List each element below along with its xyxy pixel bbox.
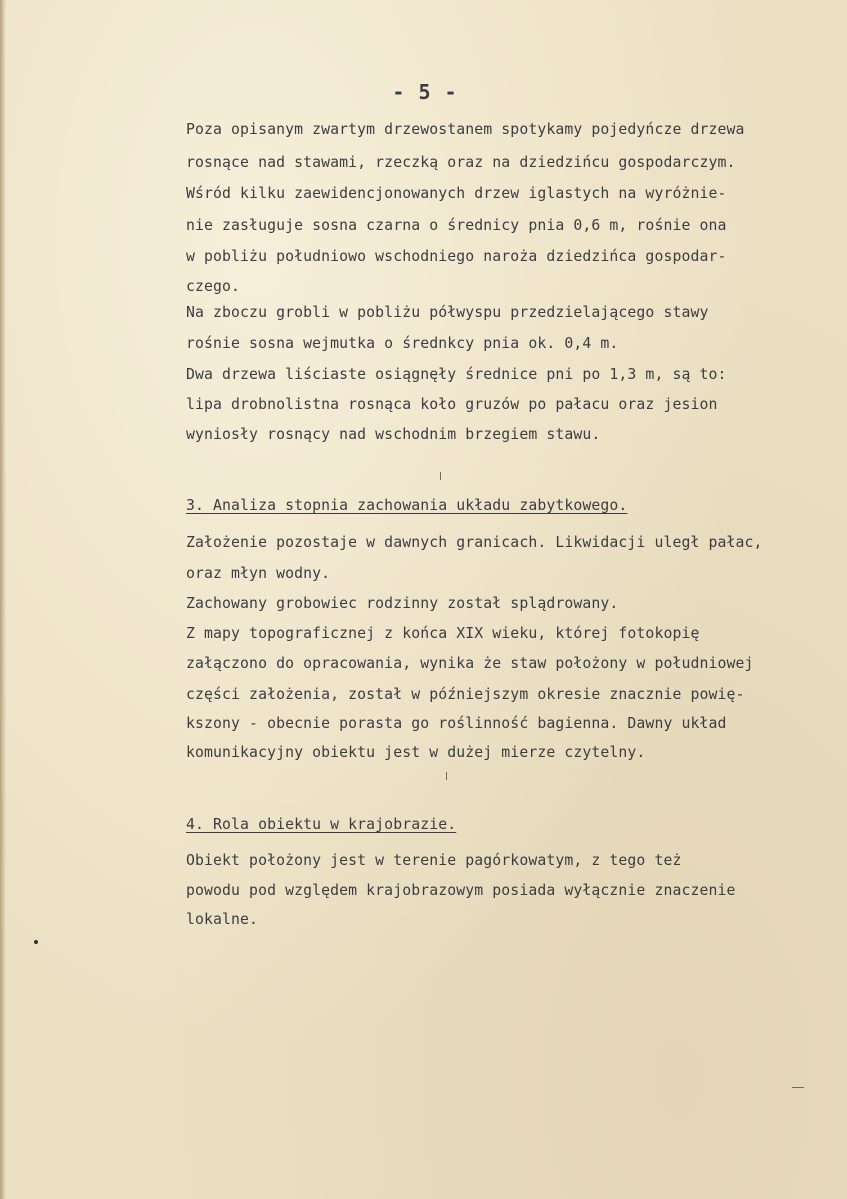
section-heading: 4. Rola obiektu w krajobrazie. <box>186 816 457 833</box>
page-edge-shadow <box>0 0 6 1199</box>
text-line: czego. <box>186 278 241 295</box>
text-line: Założenie pozostaje w dawnych granicach. Likwidacji uległ pałac, <box>186 534 763 551</box>
text-line: Na zboczu grobli w pobliżu półwyspu przedzielającego stawy <box>186 304 709 321</box>
text-line: w pobliżu południowo wschodniego naroża dziedzińca gospodar- <box>186 248 727 265</box>
text-line: części założenia, został w późniejszym okresie znacznie powię- <box>186 686 745 703</box>
text-line: oraz młyn wodny. <box>186 565 331 582</box>
page-number: - 5 - <box>392 80 458 104</box>
text-line: komunikacyjny obiektu jest w dużej mierze czytelny. <box>186 744 646 761</box>
text-line: Z mapy topograficznej z końca XIX wieku, której fotokopię <box>186 625 700 642</box>
text-line: wyniosły rosnący nad wschodnim brzegiem stawu. <box>186 426 601 443</box>
text-line: Wśród kilku zaewidencjonowanych drzew iglastych na wyróżnie- <box>186 185 727 202</box>
text-line: Zachowany grobowiec rodzinny został splądrowany. <box>186 595 619 612</box>
text-line: nie zasługuje sosna czarna o średnicy pnia 0,6 m, rośnie ona <box>186 217 727 234</box>
section-heading: 3. Analiza stopnia zachowania układu zabytkowego. <box>186 497 628 514</box>
text-line: Obiekt położony jest w terenie pagórkowatym, z tego też <box>186 852 682 869</box>
text-line: rosnące nad stawami, rzeczką oraz na dziedzińcu gospodarczym. <box>186 154 736 171</box>
text-line: rośnie sosna wejmutka o średnkcy pnia ok. 0,4 m. <box>186 335 619 352</box>
text-line: Dwa drzewa liściaste osiągnęły średnice pni po 1,3 m, są to: <box>186 366 727 383</box>
text-line: załączono do opracowania, wynika że staw położony w południowej <box>186 655 754 672</box>
paper-mark <box>440 472 441 480</box>
paper-mark <box>792 1087 804 1088</box>
text-line: Poza opisanym zwartym drzewostanem spotykamy pojedyńcze drzewa <box>186 121 745 138</box>
text-line: lipa drobnolistna rosnąca koło gruzów po pałacu oraz jesion <box>186 396 718 413</box>
paper-mark <box>34 940 38 944</box>
text-line: lokalne. <box>186 911 259 928</box>
text-line: kszony - obecnie porasta go roślinność bagienna. Dawny układ <box>186 715 727 732</box>
paper-mark <box>446 772 447 780</box>
text-line: powodu pod względem krajobrazowym posiada wyłącznie znaczenie <box>186 882 736 899</box>
